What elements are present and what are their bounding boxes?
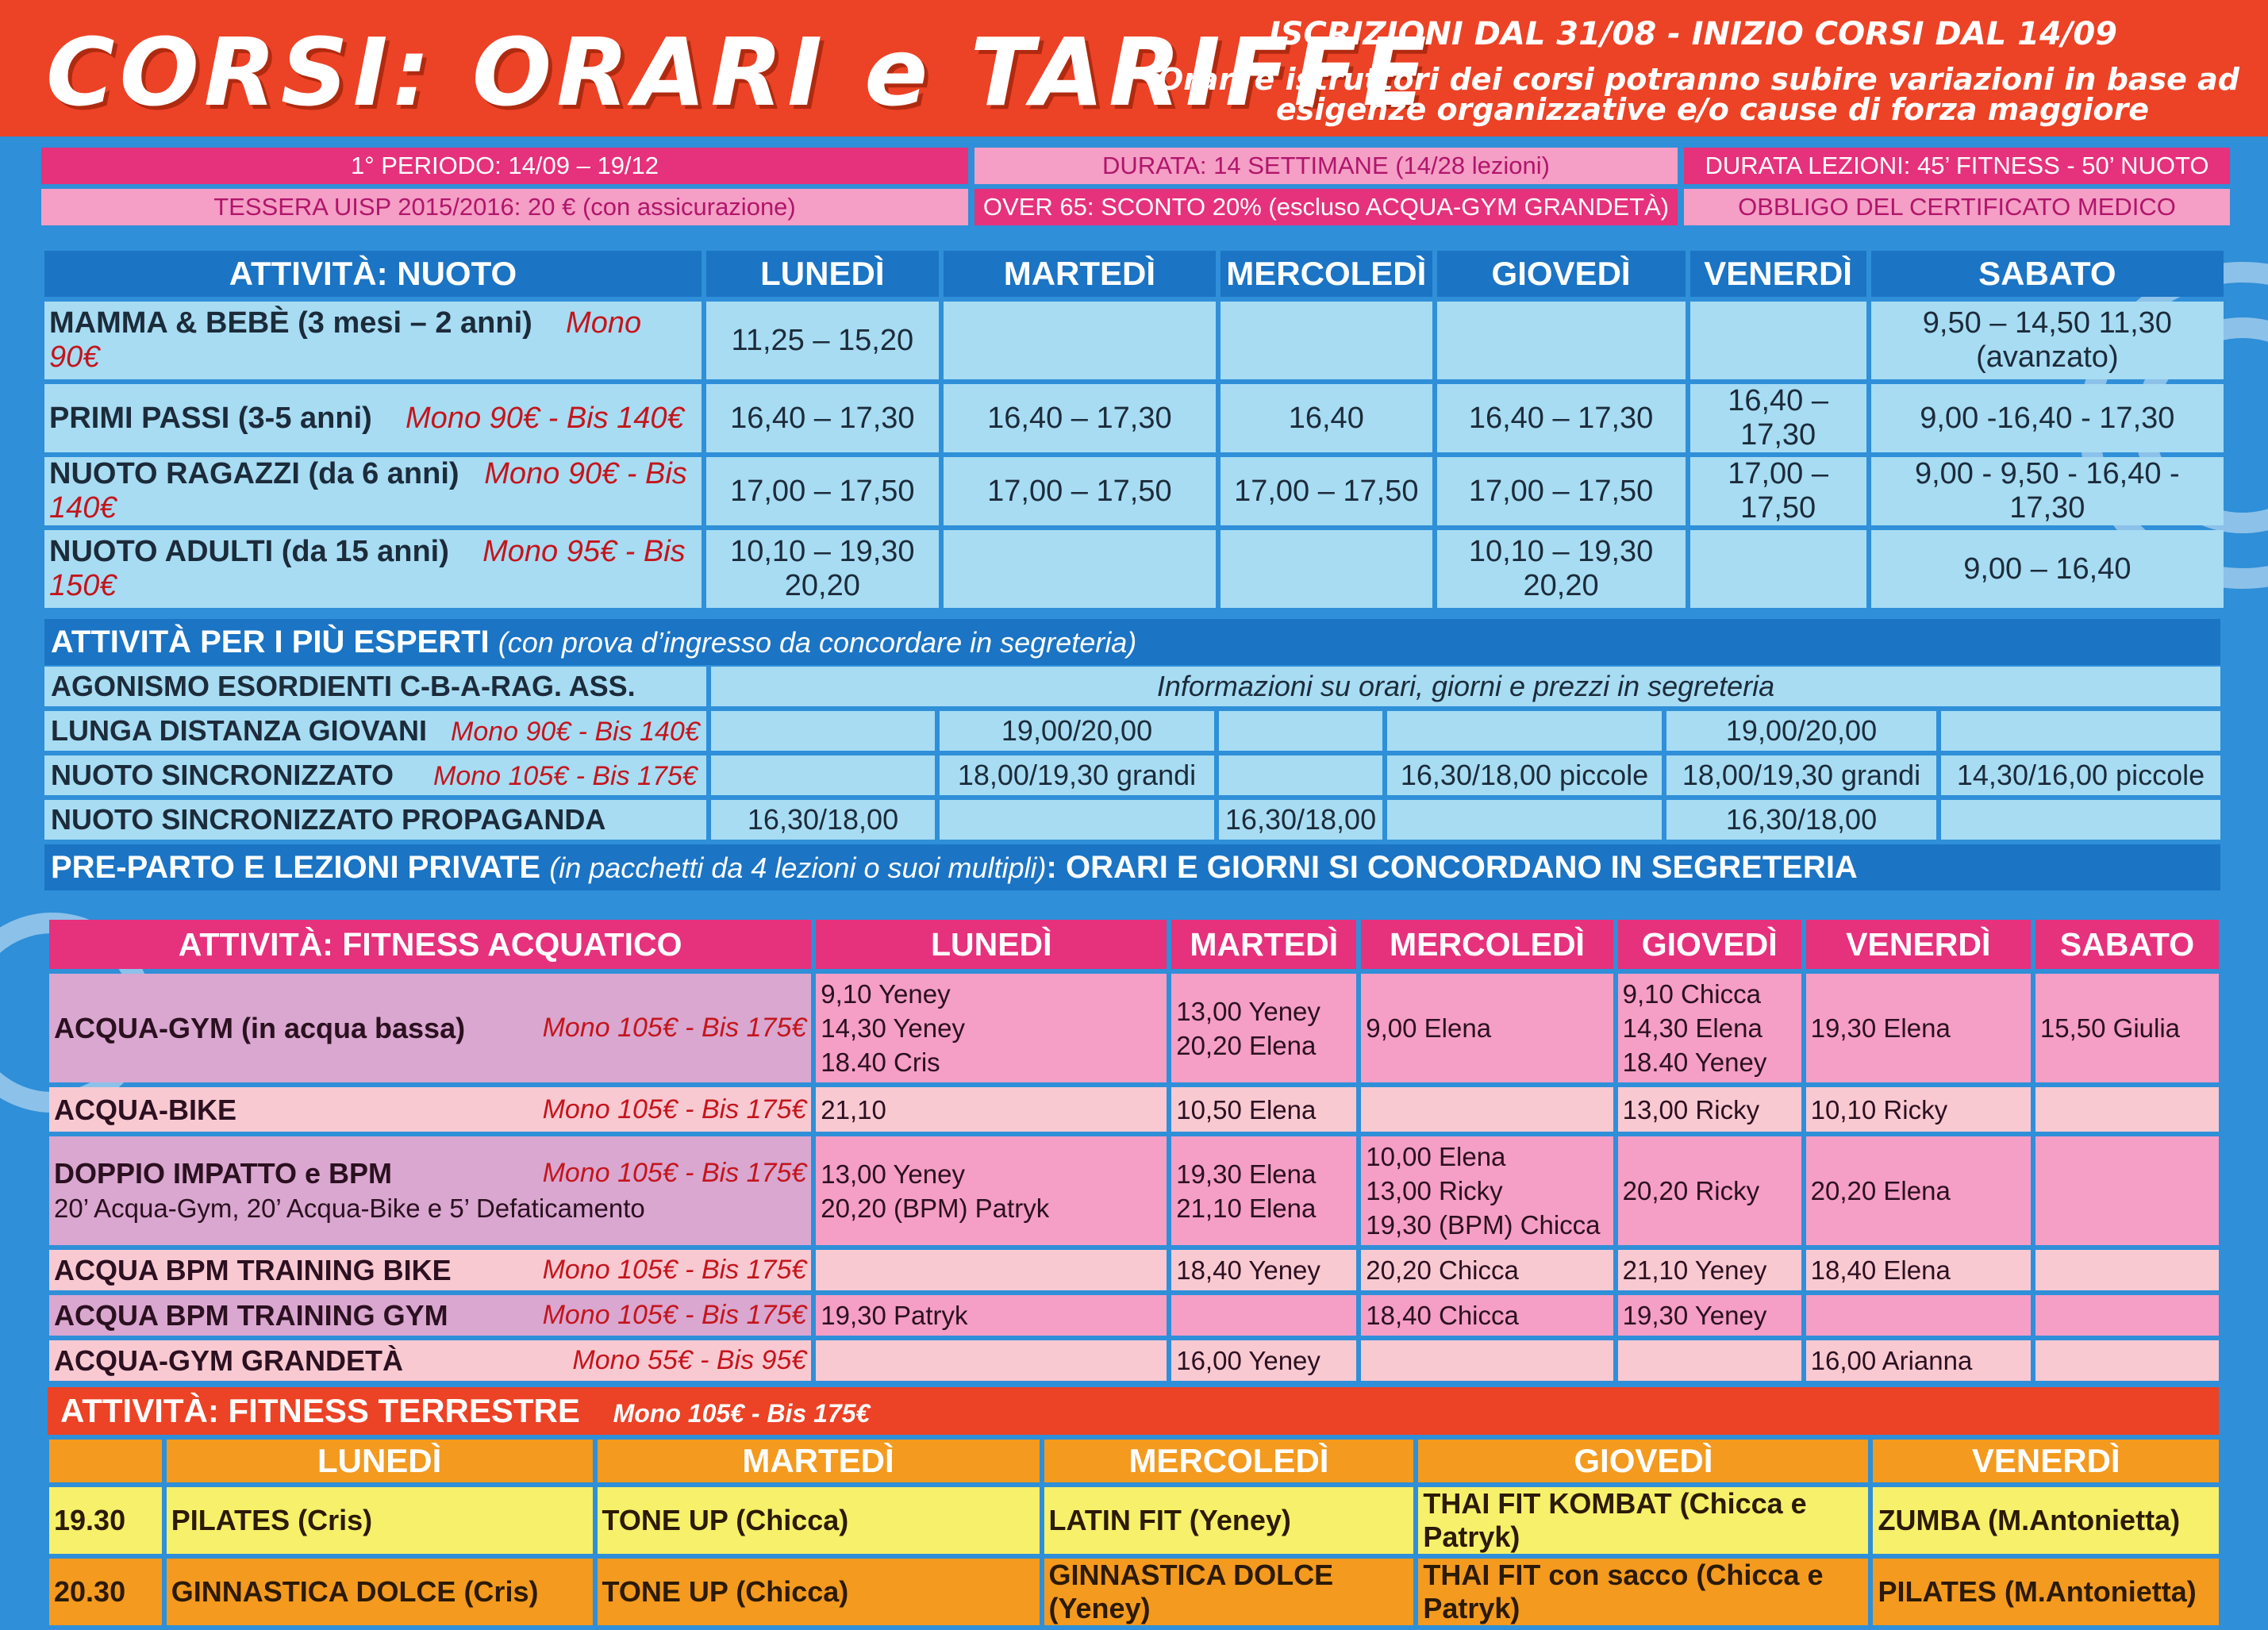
slot: 13,00 Yeney 20,20 Elena [1171,974,1356,1082]
slot: 9,00 - 9,50 - 16,40 - 17,30 [1871,457,2224,525]
preparto-tail: : ORARI E GIORNI SI CONCORDANO IN SEGRETERIA [1046,850,1858,885]
slot: 16,40 – 17,30 [706,384,939,452]
info-tessera: TESSERA UISP 2015/2016: 20 € (con assicurazione) [41,189,968,225]
terra-col-lunedi: LUNEDÌ [167,1440,593,1482]
preparto-note: (in pacchetti da 4 lezioni o suoi multipli) [549,852,1047,884]
swim-col-activity: ATTIVITÀ: NUOTO [44,251,702,297]
slot: THAI FIT con sacco (Chicca e Patryk) [1418,1559,1868,1625]
table-row [49,1559,2219,1625]
table-row [49,974,2219,1082]
table-row [44,711,2220,754]
swim-col-sabato: SABATO [1871,251,2224,297]
aqua-col-martedi: MARTEDÌ [1171,920,1356,969]
aqua-activity [49,1295,811,1336]
activity-price: Mono 90€ - Bis 140€ [49,457,687,525]
terra-col-time [49,1440,162,1482]
slot: 16,30/18,00 [1666,800,1936,840]
terra-title: ATTIVITÀ: FITNESS TERRESTRE [60,1392,580,1429]
slot: 11,25 – 15,20 [706,302,939,379]
slot [1220,530,1432,608]
info-certificato: OBBLIGO DEL CERTIFICATO MEDICO [1684,189,2230,225]
slot [1690,530,1866,608]
activity-name: ACQUA-BIKE [54,1093,236,1126]
slot: ZUMBA (M.Antonietta) [1873,1487,2219,1554]
activity-price: Mono 105€ - Bis 175€ [433,761,698,791]
activity-name: NUOTO ADULTI (da 15 anni) [49,535,449,568]
swim-activity [44,530,702,608]
expert-section [44,619,2220,890]
slot: GINNASTICA DOLCE (Yeney) [1044,1559,1414,1625]
slot [1941,800,2220,840]
slot: 15,50 Giulia [2035,974,2219,1082]
disclaimer-line-2: esigenze organizzative e/o cause di forza maggiore [1275,92,2149,127]
activity-price: Mono 95€ - Bis 150€ [49,535,686,602]
activity-name: DOPPIO IMPATTO e BPM [54,1157,393,1190]
slot: 21,10 Yeney [1618,1250,1801,1290]
activity-name: ACQUA-GYM (in acqua bassa) [54,1012,466,1044]
slot [1387,711,1662,751]
slot: 13,00 Yeney 20,20 (BPM) Patryk [816,1136,1167,1245]
expert-title-note: (con prova d’ingresso da concordare in segreteria) [498,626,1137,659]
slot: 16,40 – 17,30 [1437,384,1686,452]
slot: 19,30 Patryk [816,1295,1167,1336]
slot: 16,30/18,00 [1219,800,1382,840]
slot: 10,10 Ricky [1806,1087,2031,1132]
slot: 17,00 – 17,50 [1220,457,1432,525]
swim-col-venerdi: VENERDÌ [1690,251,1866,297]
slot: 19,00/20,00 [940,711,1214,751]
slot: 16,30/18,00 [711,800,935,840]
slot: 20,20 Chicca [1361,1250,1613,1290]
activity-name: NUOTO RAGAZZI (da 6 anni) [49,457,459,490]
activity-name: ACQUA BPM TRAINING BIKE [54,1254,452,1286]
slot: 17,00 – 17,50 [1437,457,1686,525]
swim-col-lunedi: LUNEDÌ [706,251,939,297]
activity-name: LUNGA DISTANZA GIOVANI [51,714,427,747]
terra-price: Mono 105€ - Bis 175€ [613,1399,871,1428]
table-row [49,1487,2219,1554]
aqua-col-giovedi: GIOVEDÌ [1618,920,1801,969]
table-row [49,1250,2219,1290]
slot: 9,00 -16,40 - 17,30 [1871,384,2224,452]
slot: 10,10 – 19,30 20,20 [1437,530,1686,608]
slot: 14,30/16,00 piccole [1941,755,2220,795]
table-row [49,1136,2219,1245]
slot [2035,1250,2219,1290]
slot: 9,10 Yeney 14,30 Yeney 18.40 Cris [816,974,1167,1082]
table-row [44,530,2224,608]
activity-price: Mono 55€ - Bis 95€ [572,1345,807,1375]
terra-col-giovedi: GIOVEDÌ [1418,1440,1868,1482]
activity-price: Mono 105€ - Bis 175€ [542,1158,807,1188]
slot [944,302,1216,379]
slot [2035,1087,2219,1132]
propaganda-label: NUOTO SINCRONIZZATO PROPAGANDA [44,800,706,840]
slot: 16,40 – 17,30 [944,384,1216,452]
slot: 19,30 Yeney [1618,1295,1801,1336]
slot: 19,30 Elena 21,10 Elena [1171,1136,1356,1245]
aqua-col-sabato: SABATO [2035,920,2219,969]
slot: LATIN FIT (Yeney) [1044,1487,1414,1554]
aqua-activity [49,1136,811,1245]
slot [1941,711,2220,751]
slot: 17,00 – 17,50 [1690,457,1866,525]
activity-price: Mono 105€ - Bis 175€ [542,1094,807,1124]
preparto-title: PRE-PARTO E LEZIONI PRIVATE [51,850,541,885]
slot: 18,40 Elena [1806,1250,2031,1290]
slot [816,1250,1167,1290]
slot: 18,40 Chicca [1361,1295,1613,1336]
activity-description: 20’ Acqua-Gym, 20’ Acqua-Bike e 5’ Defaticamento [54,1194,645,1223]
terra-col-martedi: MARTEDÌ [598,1440,1040,1482]
slot [1219,711,1382,751]
sincro-label [44,755,706,795]
slot: 16,40 – 17,30 [1690,384,1866,452]
enrollment-note: ISCRIZIONI DAL 31/08 - INIZIO CORSI DAL 14/09 [1268,16,2117,52]
slot: 10,50 Elena [1171,1087,1356,1132]
activity-name: ACQUA-GYM GRANDETÀ [54,1344,403,1377]
slot: PILATES (Cris) [167,1487,593,1554]
swim-col-giovedi: GIOVEDÌ [1437,251,1686,297]
table-row [44,800,2220,843]
slot [2035,1295,2219,1336]
time-slot: 20.30 [49,1559,162,1625]
agonismo-label: AGONISMO ESORDIENTI C-B-A-RAG. ASS. [44,667,706,706]
slot: 9,50 – 14,50 11,30 (avanzato) [1871,302,2224,379]
slot: 18,00/19,30 grandi [1666,755,1936,795]
slot [2035,1340,2219,1381]
slot [1690,302,1866,379]
slot: PILATES (M.Antonietta) [1873,1559,2219,1625]
slot: TONE UP (Chicca) [598,1559,1040,1625]
activity-price: Mono 90€ - Bis 140€ [451,717,700,747]
activity-price: Mono 105€ - Bis 175€ [542,1255,807,1285]
slot [1806,1295,2031,1336]
slot [1220,302,1432,379]
aqua-col-activity: ATTIVITÀ: FITNESS ACQUATICO [49,920,811,969]
table-row [49,1087,2219,1132]
terra-col-mercoledi: MERCOLEDÌ [1044,1440,1414,1482]
slot [711,711,935,751]
slot: 21,10 [816,1087,1167,1132]
slot: TONE UP (Chicca) [598,1487,1040,1554]
aqua-fitness-table [44,915,2224,1386]
swim-activity [44,302,702,379]
activity-price: Mono 90€ [49,306,642,374]
activity-name: PRIMI PASSI (3-5 anni) [49,401,372,435]
slot: 9,00 – 16,40 [1871,530,2224,608]
slot: 19,00/20,00 [1666,711,1936,751]
info-over65: OVER 65: SCONTO 20% (escluso ACQUA-GYM GRANDETÀ) [974,189,1678,225]
table-row [49,1340,2219,1381]
slot [1361,1340,1613,1381]
terra-col-venerdi: VENERDÌ [1873,1440,2219,1482]
expert-header [44,619,2220,665]
slot: 18,00/19,30 grandi [940,755,1214,795]
table-row [44,755,2220,798]
slot: 19,30 Elena [1806,974,2031,1082]
slot [711,755,935,795]
slot: 18,40 Yeney [1171,1250,1356,1290]
slot: 10,00 Elena 13,00 Ricky 19,30 (BPM) Chicca [1361,1136,1613,1245]
expert-title: ATTIVITÀ PER I PIÙ ESPERTI [51,625,490,659]
slot [2035,1136,2219,1245]
terra-header [48,1387,2219,1435]
time-slot: 19.30 [49,1487,162,1554]
slot: 10,10 – 19,30 20,20 [706,530,939,608]
slot: 16,00 Arianna [1806,1340,2031,1381]
header-banner [0,0,2268,136]
table-row [49,1295,2219,1336]
aqua-col-venerdi: VENERDÌ [1806,920,2031,969]
activity-price: Mono 90€ - Bis 140€ [406,401,684,435]
preparto-banner [44,844,2220,890]
aqua-activity [49,1087,811,1132]
aqua-activity [49,974,811,1082]
aqua-header-row [49,920,2219,969]
slot: 17,00 – 17,50 [706,457,939,525]
activity-price: Mono 105€ - Bis 175€ [542,1013,807,1043]
slot: 20,20 Ricky [1618,1136,1801,1245]
info-periodo: 1° PERIODO: 14/09 – 19/12 [41,148,968,184]
slot: 16,00 Yeney [1171,1340,1356,1381]
slot: THAI FIT KOMBAT (Chicca e Patryk) [1418,1487,1868,1554]
swim-col-mercoledi: MERCOLEDÌ [1220,251,1432,297]
lunga-distanza-label [44,711,706,751]
aqua-activity [49,1340,811,1381]
activity-name: ACQUA BPM TRAINING GYM [54,1299,448,1332]
activity-name: NUOTO SINCRONIZZATO [51,759,394,791]
slot: 13,00 Ricky [1618,1087,1801,1132]
swim-activity [44,384,702,452]
swim-activity [44,457,702,525]
slot: GINNASTICA DOLCE (Cris) [167,1559,593,1625]
aqua-activity [49,1250,811,1290]
slot [816,1340,1167,1381]
aqua-col-mercoledi: MERCOLEDÌ [1361,920,1613,969]
slot: 9,10 Chicca 14,30 Elena 18.40 Yeney [1618,974,1801,1082]
aqua-col-lunedi: LUNEDÌ [816,920,1167,969]
terra-fitness-table [44,1435,2224,1630]
slot [1171,1295,1356,1336]
agonismo-info: Informazioni su orari, giorni e prezzi in segreteria [711,667,2220,706]
table-row [44,384,2224,452]
slot [944,530,1216,608]
slot: 17,00 – 17,50 [944,457,1216,525]
slot [1361,1087,1613,1132]
swim-schedule-table [40,246,2228,613]
slot: 16,30/18,00 piccole [1387,755,1662,795]
slot [1387,800,1662,840]
slot [1618,1340,1801,1381]
slot: 20,20 Elena [1806,1136,2031,1245]
table-row [44,457,2224,525]
swim-header-row [44,251,2224,297]
slot [1219,755,1382,795]
table-row [44,302,2224,379]
table-row [44,667,2220,709]
slot [940,800,1214,840]
info-durata-lezioni: DURATA LEZIONI: 45’ FITNESS - 50’ NUOTO [1684,148,2230,184]
terra-header-row [49,1440,2219,1482]
swim-col-martedi: MARTEDÌ [944,251,1216,297]
activity-price: Mono 105€ - Bis 175€ [542,1300,807,1330]
slot: 9,00 Elena [1361,974,1613,1082]
disclaimer-line-1: Orari e istruttori dei corsi potranno subire variazioni in base ad [1157,62,2239,97]
activity-name: MAMMA & BEBÈ (3 mesi – 2 anni) [49,306,532,340]
info-durata: DURATA: 14 SETTIMANE (14/28 lezioni) [974,148,1678,184]
slot: 16,40 [1220,384,1432,452]
slot [1437,302,1686,379]
page-title: CORSI: ORARI e TARIFFE [46,17,1432,127]
